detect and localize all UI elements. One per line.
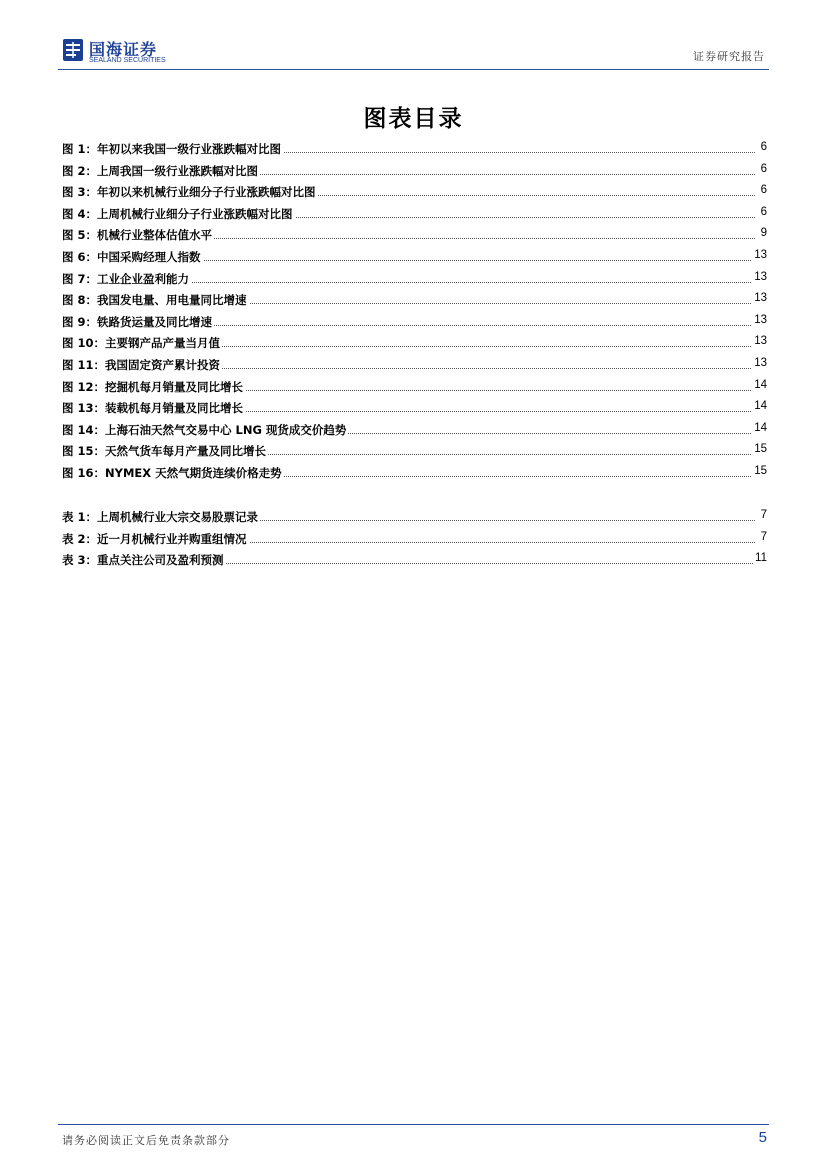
header-divider: [58, 69, 769, 70]
figure-entry-label: 图 9：铁路货运量及同比增速: [62, 314, 213, 329]
figure-entry-page: 6: [760, 184, 767, 197]
figure-entry-page: 14: [754, 400, 767, 413]
figure-entry[interactable]: [62, 246, 767, 268]
footer-divider: [58, 1124, 769, 1125]
page-number: 5: [758, 1129, 767, 1146]
figure-entry[interactable]: [62, 160, 767, 182]
figure-entry-label: 图 10：主要钢产品产量当月值: [62, 336, 221, 351]
page-title: 图表目录: [363, 105, 464, 132]
figure-entry-label: 图 8：我国发电量、用电量同比增速: [62, 293, 247, 308]
figure-entry-label: 图 1：年初以来我国一级行业涨跌幅对比图: [62, 142, 282, 156]
table-entry-page: 7: [760, 530, 767, 543]
figure-entry-page: 15: [754, 464, 767, 477]
footer-disclaimer: 请务必阅读正文后免责条款部分: [62, 1134, 230, 1147]
figure-entry[interactable]: [62, 419, 767, 441]
figure-entry[interactable]: [62, 268, 767, 290]
figure-entry-page: 13: [754, 292, 767, 305]
figure-entry[interactable]: [62, 354, 767, 376]
figure-entry-page: 9: [760, 227, 767, 240]
figure-entry-label: 图 16：NYMEX 天然气期货连续价格走势: [62, 465, 282, 480]
figure-entry[interactable]: [62, 397, 767, 419]
figure-entry-label: 图 13：装载机每月销量及同比增长: [62, 401, 244, 416]
table-entry-label: 表 3：重点关注公司及盈利预测: [62, 553, 224, 568]
figure-entry[interactable]: [62, 181, 767, 203]
figure-entry-page: 13: [754, 313, 767, 326]
figure-entry-page: 14: [754, 378, 767, 391]
figure-entry[interactable]: [62, 440, 767, 462]
table-list: [62, 506, 767, 571]
logo-english-name: SEALAND SECURITIES: [89, 57, 166, 64]
figure-entry-page: 6: [760, 162, 767, 175]
figure-entry-page: 13: [754, 335, 767, 348]
figure-entry-label: 图 5：机械行业整体估值水平: [62, 228, 213, 243]
figure-entry-label: 图 11：我国固定资产累计投资: [62, 357, 221, 372]
figure-entry[interactable]: [62, 376, 767, 398]
figure-entry-page: 6: [760, 205, 767, 218]
figure-list: [62, 138, 767, 484]
figure-entry-label: 图 2：上周我国一级行业涨跌幅对比图: [62, 163, 259, 178]
figure-entry-page: 13: [754, 356, 767, 369]
figure-entry-label: 图 12：挖掘机每月销量及同比增长: [62, 379, 244, 394]
figure-entry[interactable]: [62, 138, 767, 160]
figure-entry-page: 14: [754, 421, 767, 434]
figure-entry[interactable]: [62, 224, 767, 246]
table-entry[interactable]: [62, 549, 767, 571]
table-entry[interactable]: [62, 528, 767, 550]
figure-entry-label: 图 7：工业企业盈利能力: [62, 271, 190, 286]
report-type: 证券研究报告: [693, 50, 765, 63]
table-entry-label: 表 1：上周机械行业大宗交易股票记录: [62, 510, 259, 524]
figure-entry-page: 13: [754, 270, 767, 283]
figure-entry[interactable]: [62, 203, 767, 225]
figure-entry-label: 图 15：天然气货车每月产量及同比增长: [62, 444, 267, 459]
table-entry-page: 7: [760, 509, 767, 521]
figure-entry[interactable]: [62, 311, 767, 333]
figure-entry-label: 图 3：年初以来机械行业细分子行业涨跌幅对比图: [62, 185, 316, 200]
logo-chinese-name: 国海证券: [89, 40, 158, 59]
table-entry-page: 11: [755, 552, 767, 565]
figure-entry-page: 6: [760, 141, 767, 153]
figure-entry-label: 图 14：上海石油天然气交易中心 LNG 现货成交价趋势: [62, 422, 347, 437]
figure-entry-page: 15: [754, 443, 767, 456]
figure-entry-label: 图 4：上周机械行业细分子行业涨跌幅对比图: [62, 206, 293, 221]
sealand-logo-icon: [62, 38, 84, 62]
figure-entry-label: 图 6：中国采购经理人指数: [62, 249, 201, 264]
figure-entry[interactable]: [62, 289, 767, 311]
figure-entry-page: 13: [754, 248, 767, 261]
table-entry-label: 表 2：近一月机械行业并购重组情况: [62, 531, 247, 546]
table-entry[interactable]: [62, 506, 767, 528]
figure-entry[interactable]: [62, 462, 767, 484]
page-header: [62, 36, 765, 68]
figure-entry[interactable]: [62, 332, 767, 354]
